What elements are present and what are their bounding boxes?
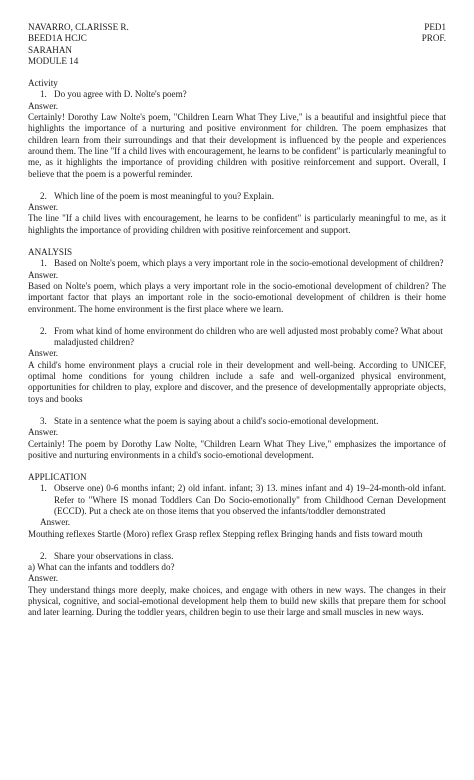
- professor-label: PROF.: [421, 33, 446, 44]
- answer-label: Answer.: [28, 269, 59, 280]
- section: BEED1A HCJC: [28, 33, 87, 44]
- answer-text: They understand things more deeply, make choices, and engage with others in new ways. The changes in their physical, cognitive, and social-emotional development help them to build new skills that prepare them for school and later learning. During the toddler years, children begin to use their large and small muscles in new ways.: [28, 584, 446, 618]
- module-title: MODULE 14: [28, 55, 79, 66]
- question-text: Share your observations in class.: [54, 550, 174, 561]
- answer-label: Answer.: [28, 202, 59, 213]
- answer-label: Answer.: [28, 100, 59, 111]
- question-text: Do you agree with D. Nolte's poem?: [54, 89, 187, 100]
- analysis-title: ANALYSIS: [28, 247, 73, 258]
- activity-section: [28, 78, 446, 236]
- analysis-section: [28, 247, 446, 461]
- question-text: Based on Nolte's poem, which plays a very important role in the socio-emotional development of children?: [54, 258, 444, 269]
- activity-title: Activity: [28, 78, 58, 89]
- application-section: [28, 472, 446, 619]
- analysis-question-1: [28, 258, 446, 269]
- activity-question-1: [28, 89, 446, 100]
- question-text: From what kind of home environment do children who are well adjusted most probably come? What about maladjusted children?: [54, 325, 443, 348]
- answer-label: Answer.: [28, 427, 59, 438]
- question-text: State in a sentence what the poem is saying about a child's socio-emotional development.: [54, 415, 379, 426]
- question-number: 1.: [40, 89, 47, 100]
- course-code: PED1: [424, 22, 446, 32]
- question-number: 2.: [40, 550, 47, 561]
- answer-label: Answer.: [28, 573, 59, 584]
- answer-text: Based on Nolte's poem, which plays a very important role in the socio-emotional development of children? The important factor that plays an important role in the socio-emotional development of children is their home environment. The home environment is the first place where we learn.: [28, 280, 446, 314]
- professor-name: SARAHAN: [28, 44, 72, 55]
- answer-text: Certainly! Dorothy Law Nolte's poem, "Children Learn What They Live," is a beautiful and insightful piece that highlights the importance of a nurturing and positive environment for children. The poem emphasizes that children learn from their surroundings and that their development is influenced by the people and experiences around them. The line "If a child lives with encouragement, he learns to be confident" is particularly meaningful to me, as it highlights the importance of providing children with positive reinforcement and support. Overall, I believe that the poem is a powerful reminder.: [28, 112, 446, 179]
- question-number: 1.: [40, 258, 47, 269]
- sub-question: a) What can the infants and toddlers do?: [28, 562, 175, 573]
- activity-question-2: [28, 191, 446, 202]
- application-question-2: [28, 551, 446, 562]
- header-row-2: [28, 33, 446, 44]
- question-number: 3.: [40, 415, 47, 426]
- analysis-question-3: [28, 416, 446, 427]
- application-title: APPLICATION: [28, 472, 87, 483]
- analysis-question-2: [28, 326, 446, 349]
- answer-label: Answer.: [28, 348, 59, 359]
- answer-text: A child's home environment plays a crucial role in their development and well-being. According to UNICEF, optimal home conditions for young children include a safe and well-organized physical environment, opportunities for children to play, explore and discover, and the presence of developmentally appropriate objects, toys and books: [28, 359, 446, 404]
- answer-text: Mouthing reflexes Startle (Moro) reflex Grasp reflex Stepping reflex Bringing hands and fists toward mouth: [28, 528, 423, 539]
- application-question-1: [28, 483, 446, 517]
- answer-text: Certainly! The poem by Dorothy Law Nolte, "Children Learn What They Live," emphasizes the importance of positive and nurturing environments in a child's socio-emotional development.: [28, 438, 446, 460]
- question-text: Which line of the poem is most meaningful to you? Explain.: [54, 190, 274, 201]
- question-number: 2.: [40, 325, 47, 336]
- answer-text: The line "If a child lives with encouragement, he learns to be confident" is particularly meaningful to me, as it highlights the importance of providing children with positive reinforcement and support.: [28, 213, 446, 235]
- question-text: Observe one) 0-6 months infant; 2) old infant. infant; 3) 13. mines infant and 4) 19–24-month-old infant. Refer to "Where IS monad Toddlers Can Do Socio-emotionally" from Childhood Cernan Development (ECCD). Put a check ate on those items that you observed the infants/toddler demonstrated: [54, 483, 446, 516]
- question-number: 1.: [40, 483, 47, 494]
- answer-label: Answer.: [40, 517, 71, 528]
- question-number: 2.: [40, 190, 47, 201]
- header-row-1: [28, 22, 446, 33]
- student-name: NAVARRO, CLARISSE R.: [28, 22, 129, 32]
